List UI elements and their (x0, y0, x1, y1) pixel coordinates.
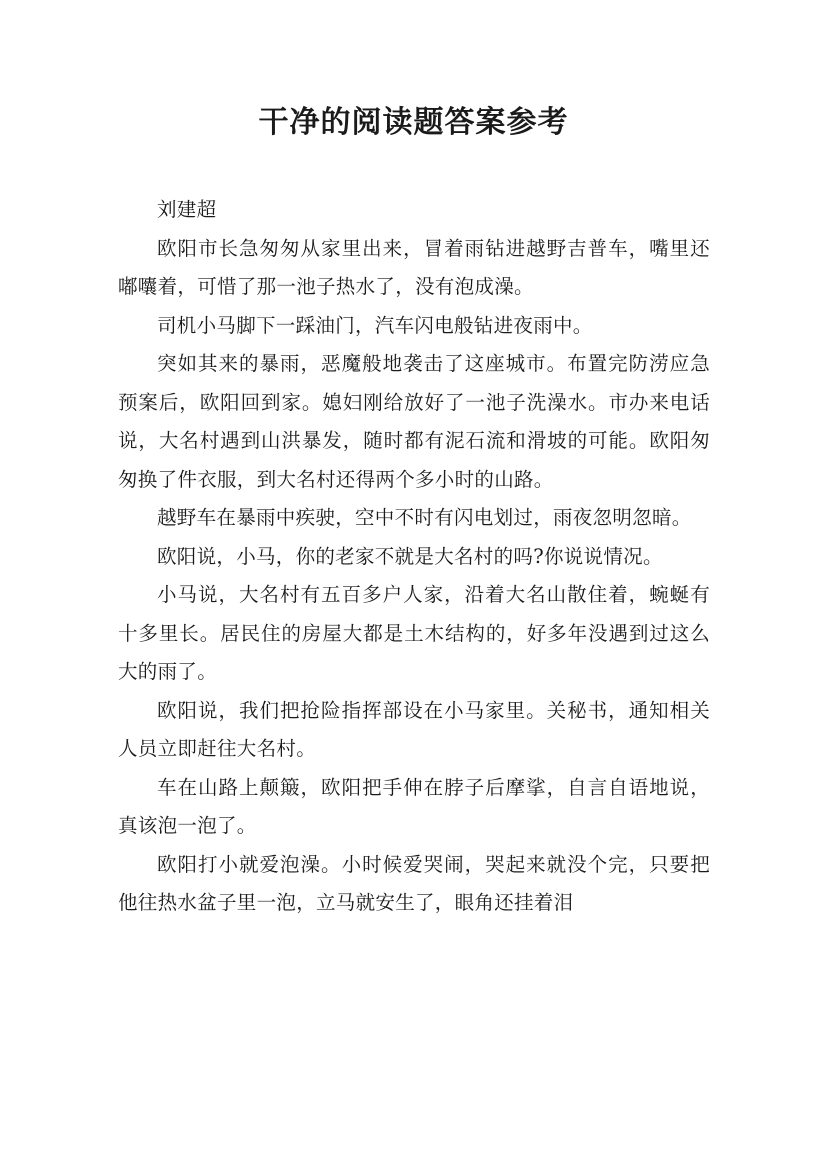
paragraph: 欧阳说，小马，你的老家不就是大名村的吗?你说说情况。 (157, 544, 663, 568)
paragraph: 突如其来的暴雨，恶魔般地袭击了这座城市。布置完防涝应急预案后，欧阳回到家。媳妇刚给放好了一池子洗澡水。市办来电话说，大名村遇到山洪暴发，随时都有泥石流和滑坡的可能。欧阳匆匆换了件衣服，到大名村还得两个多小时的山路。 (118, 352, 710, 491)
paragraph: 欧阳说，我们把抢险指挥部设在小马家里。关秘书，通知相关人员立即赶往大名村。 (118, 698, 710, 760)
paragraph: 车在山路上颠簸，欧阳把手伸在脖子后摩挲，自言自语地说，真该泡一泡了。 (118, 775, 710, 837)
document-body (118, 191, 710, 923)
paragraph: 欧阳打小就爱泡澡。小时候爱哭闹，哭起来就没个完，只要把他往热水盆子里一泡，立马就安生了，眼角还挂着泪 (118, 852, 710, 914)
paragraph: 司机小马脚下一踩油门，汽车闪电般钻进夜雨中。 (157, 313, 593, 337)
author-line: 刘建超 (157, 198, 217, 221)
paragraph: 小马说，大名村有五百多户人家，沿着大名山散住着，蜿蜒有十多里长。居民住的房屋大都是土木结构的，好多年没遇到过这么大的雨了。 (118, 583, 710, 683)
document-title: 干净的阅读题答案参考 (258, 105, 569, 140)
paragraph: 越野车在暴雨中疾驶，空中不时有闪电划过，雨夜忽明忽暗。 (157, 506, 692, 529)
paragraph: 欧阳市长急匆匆从家里出来，冒着雨钻进越野吉普车，嘴里还嘟囔着，可惜了那一池子热水了，没有泡成澡。 (118, 236, 710, 298)
